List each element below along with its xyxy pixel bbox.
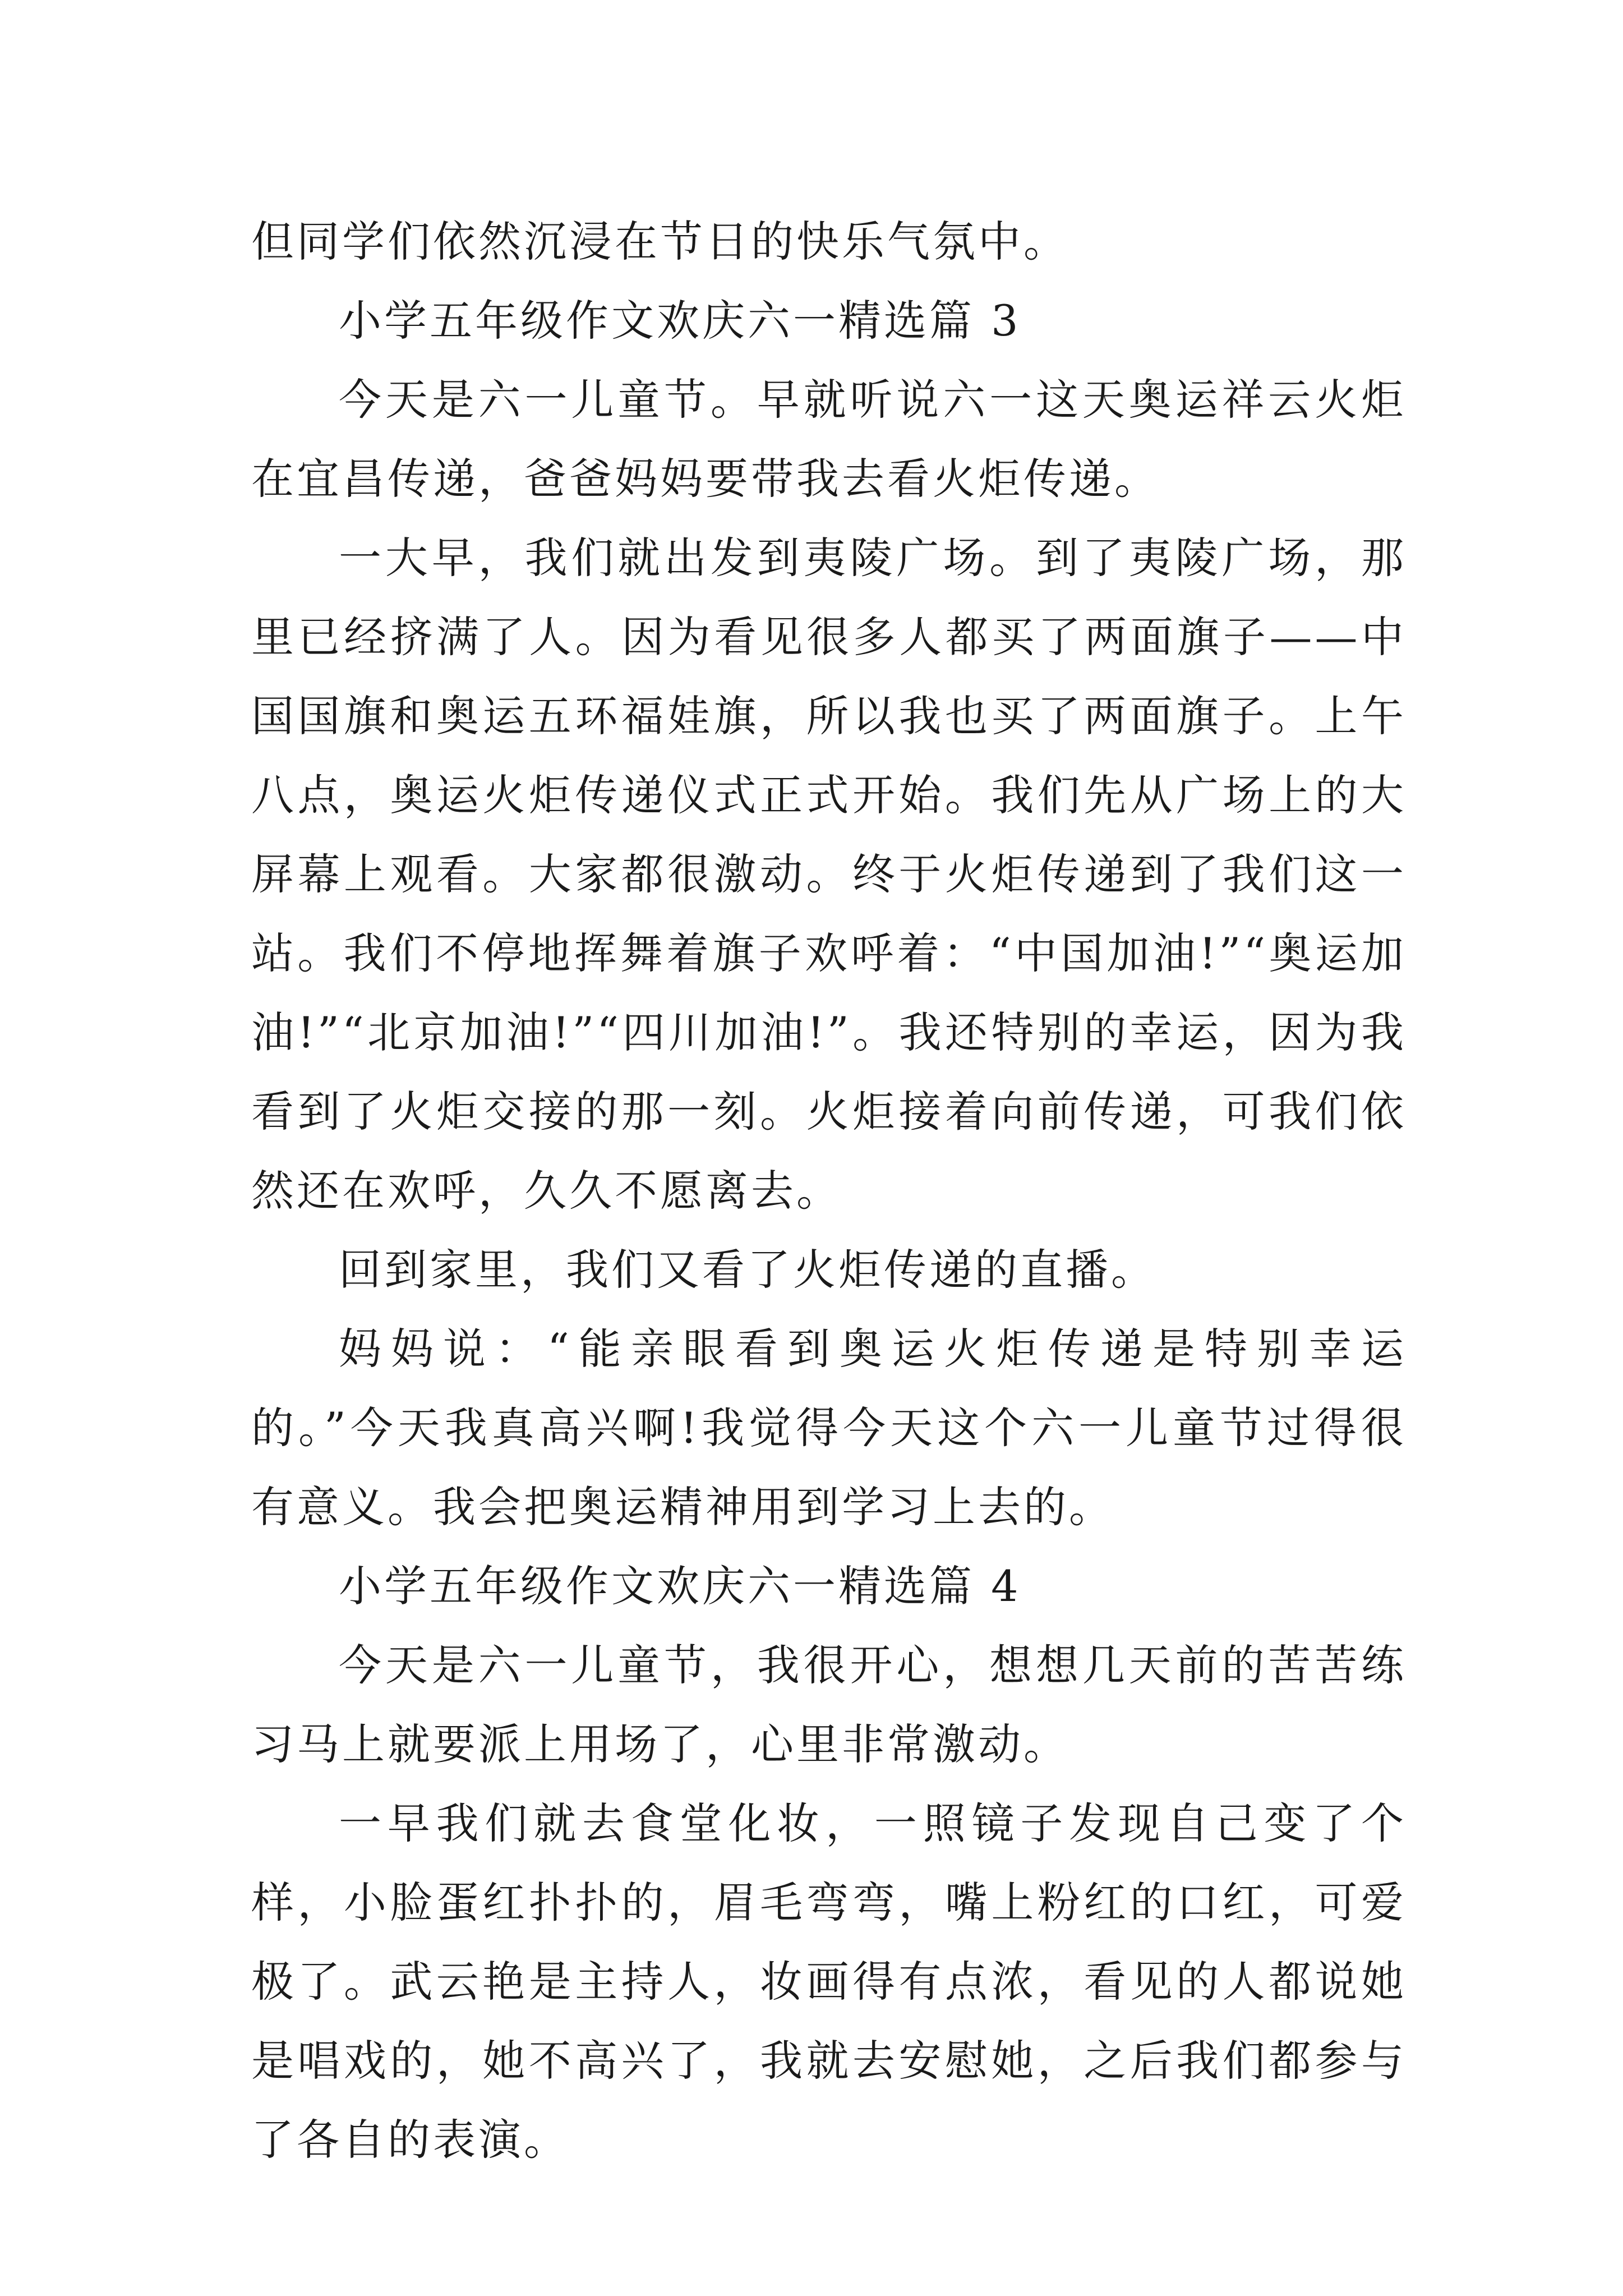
paragraph-continuation: 但同学们依然沉浸在节日的快乐气氛中。	[251, 217, 1069, 266]
paragraph: 妈妈说：“能亲眼看到奥运火炬传递是特别幸运的。”今天我真高兴啊!我觉得今天这个六一儿童节过得很有意义。我会把奥运精神用到学习上去的。	[251, 1324, 1407, 1532]
document-body	[251, 202, 1407, 2179]
paragraph: 今天是六一儿童节。早就听说六一这天奥运祥云火炬在宜昌传递，爸爸妈妈要带我去看火炬传递。	[251, 375, 1407, 504]
section-heading-4: 小学五年级作文欢庆六一精选篇 4	[339, 1561, 1021, 1611]
section-heading-3: 小学五年级作文欢庆六一精选篇 3	[339, 296, 1021, 346]
paragraph: 一大早，我们就出发到夷陵广场。到了夷陵广场，那里已经挤满了人。因为看见很多人都买了两面旗子——中国国旗和奥运五环福娃旗，所以我也买了两面旗子。上午八点，奥运火炬传递仪式正式开始。我们先从广场上的大屏幕上观看。大家都很激动。终于火炬传递到了我们这一站。我们不停地挥舞着旗子欢呼着：“中国加油!”“奥运加油!”“北京加油!”“四川加油!”。我还特别的幸运，因为我看到了火炬交接的那一刻。火炬接着向前传递，可我们依然还在欢呼，久久不愿离去。	[251, 533, 1407, 1216]
paragraph: 回到家里，我们又看了火炬传递的直播。	[339, 1245, 1156, 1295]
paragraph: 一早我们就去食堂化妆，一照镜子发现自己变了个样，小脸蛋红扑扑的，眉毛弯弯，嘴上粉红的口红，可爱极了。武云艳是主持人，妆画得有点浓，看见的人都说她是唱戏的，她不高兴了，我就去安慰她，之后我们都参与了各自的表演。	[251, 1798, 1407, 2165]
paragraph: 今天是六一儿童节，我很开心，想想几天前的苦苦练习马上就要派上用场了，心里非常激动。	[251, 1640, 1407, 1769]
